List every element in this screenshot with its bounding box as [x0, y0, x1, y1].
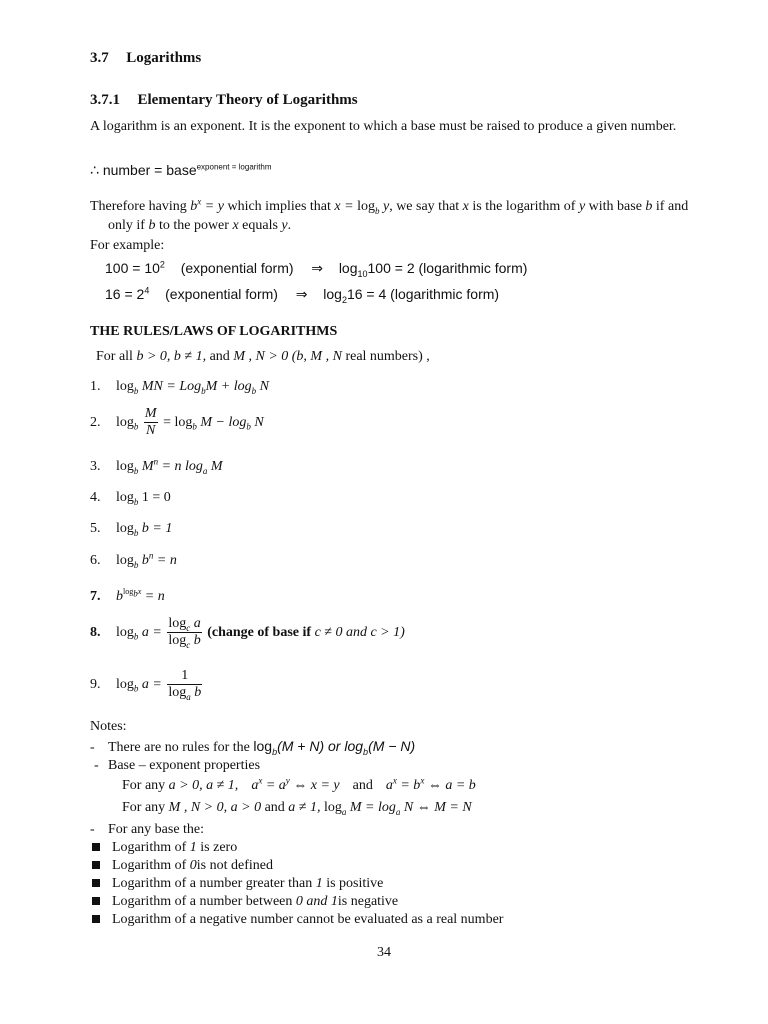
rule-8: 8. $\log_b a$ = $\frac{\log_c a}{\log_c b}$ (change of base if c ≠ 0 and c > 1) [90, 616, 405, 650]
notes-title: Notes: [90, 719, 127, 734]
section-heading [90, 50, 708, 67]
rule-4: 4. $\log_b 1 = 0$ [90, 490, 171, 507]
rule-6: 6. $\log_b b^n = n$ [90, 550, 177, 570]
rule-2: 2. $\log_b$ $\frac{M}{N}$ = $\log_b M - \log_b N$ [90, 406, 264, 438]
property-2: For any M , N > 0, a > 0 and a ≠ 1, $\log_a M = \log_a N$ ⇔ M = N [122, 800, 472, 817]
rule-1: 1. $\log_b$ MN = $Log_bM + \log_b N$ [90, 379, 269, 396]
subsection-title: Elementary Theory of Logarithms [137, 92, 358, 108]
rules-condition: For all b > 0, b ≠ 1, and M , N > 0 (b, M , N real numbers) , [96, 349, 430, 364]
definition-statement: Therefore having $b^x = y$ which implies that $x = \log_b y$, we say that x is the logarithm of y with base b if and only if b to the power x equals y. [90, 196, 689, 233]
rule-7: 7. $b^{log_bx} = n$ [90, 587, 165, 604]
bullet-marker [92, 915, 100, 923]
note-any-base: - For any base the: [90, 822, 205, 837]
rule-3: 3. $\log_b M^n = n$ $\log_a M$ [90, 456, 223, 476]
for-example-label: For example: [90, 238, 165, 253]
note-base-exponent: - Base – exponent properties [94, 758, 261, 773]
bullet-marker [92, 843, 100, 851]
note-no-rules: - There are no rules for the $\log_b(M + N)$ or $\log_b(M - N)$ [90, 738, 416, 757]
section-number: 3.7 [90, 50, 109, 66]
example-1: $100 = 10^2$ (exponential form) ⇒ $\log_{10}100 = 2$ (logarithmic form) [105, 259, 528, 279]
page-number: 34 [377, 945, 391, 960]
section-title: Logarithms [126, 50, 202, 66]
example-2: $16 = 2^4$ (exponential form) ⇒ $\log_216 = 4$ (logarithmic form) [105, 285, 500, 305]
bullet-marker [92, 897, 100, 905]
bullet-2: Logarithm of 0is not defined [90, 857, 708, 874]
subsection-heading [90, 92, 708, 109]
bullet-1: Logarithm of 1 is zero [90, 839, 708, 856]
rule-5: 5. $\log_b b = 1$ [90, 521, 173, 538]
rules-heading: THE RULES/LAWS OF LOGARITHMS [90, 324, 338, 339]
bullet-marker [92, 861, 100, 869]
subsection-number: 3.7.1 [90, 92, 120, 108]
bullet-marker [92, 879, 100, 887]
definition-paragraph: A logarithm is an exponent. It is the exponent to which a base must be raised to produce a given number. [90, 119, 677, 134]
rule-9: 9. $\log_b a$ = $\frac{1}{\log_a b}$ [90, 668, 202, 702]
bullet-5: Logarithm of a negative number cannot be evaluated as a real number [90, 911, 708, 928]
number-base-relation: ∴ number = base$^{exponent = logarithm}$ [90, 162, 272, 178]
bullet-4: Logarithm of a number between 0 and 1is negative [90, 893, 708, 910]
property-1: For any a > 0, a ≠ 1, $a^x = a^y$ ⇔ x = y and $a^x = b^x$ ⇔ a = b [122, 775, 476, 793]
bullet-3: Logarithm of a number greater than 1 is positive [90, 875, 708, 892]
